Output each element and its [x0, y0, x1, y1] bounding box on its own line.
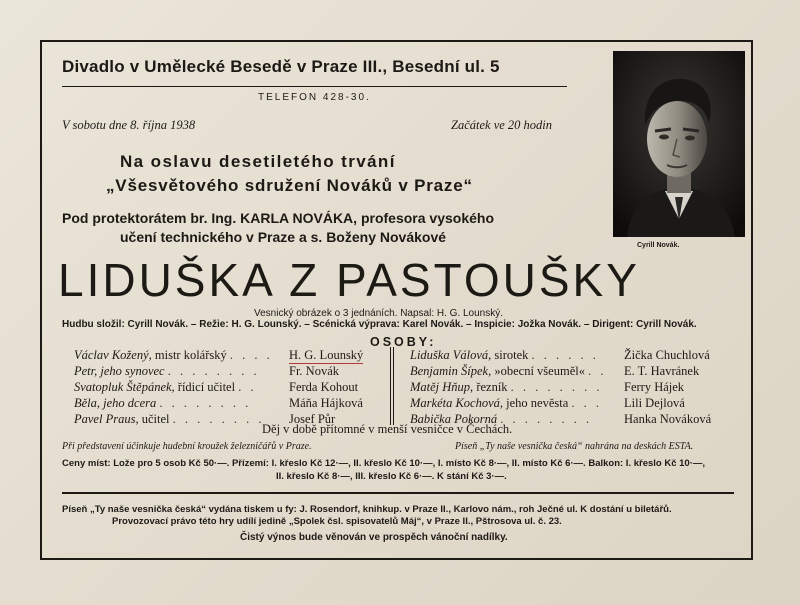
cast-role: Svatopluk Štěpánek, — [74, 380, 175, 394]
footer-performance-rights: Provozovací právo této hry udílí jedině „Spolek čsl. spisovatelů Máj“, v Praze II., Pštrosova ul. č. 23. — [112, 516, 562, 527]
ticket-prices-line-1: Ceny míst: Lože pro 5 osob Kč 50·—. Přízemí: I. křeslo Kč 12·—, II. křeslo Kč 10·—, I. místo Kč 8·—, II. místo Kč 6·—. Balkon: I. křeslo Kč 10·—, — [62, 458, 706, 469]
footer-proceeds: Čistý výnos bude věnován ve prospěch vánoční nadílky. — [240, 532, 508, 543]
cast-row — [74, 363, 384, 379]
cast-role: Matěj Hňup, — [410, 380, 474, 394]
cast-dots: . . . . . . . . — [159, 396, 252, 410]
cast-role-detail: učitel — [138, 412, 170, 426]
cast-row — [410, 347, 740, 363]
cast-role: Benjamin Šípek, — [410, 364, 492, 378]
cast-role-detail: sirotek — [491, 348, 529, 362]
cast-dots: . . . . — [229, 348, 273, 362]
recording-note: Píseň „Ty naše vesnička česká“ nahrána na deskách ESTA. — [455, 441, 694, 452]
cast-list-right — [410, 347, 740, 427]
footer-rule — [62, 492, 734, 494]
cast-dots: . . . . . . . . — [510, 380, 603, 394]
cast-role: Pavel Praus, — [74, 412, 139, 426]
cast-row — [74, 379, 384, 395]
cast-role-detail: jeho nevěsta — [503, 396, 569, 410]
cast-actor: Ferry Hájek — [624, 380, 685, 394]
footer-song-publisher: Píseň „Ty naše vesnička česká“ vydána tiskem u fy: J. Rosendorf, knihkup. v Praze II., Karlovo nám., roh Ječné ul. K dostání u biletářů. — [62, 504, 672, 515]
cast-list-left — [74, 347, 384, 427]
cast-divider — [390, 347, 394, 425]
cast-role: Petr, jeho synovec — [74, 364, 165, 378]
cast-role: Babička Pokorná — [410, 412, 498, 426]
cast-actor: Žička Chuchlová — [624, 348, 710, 362]
celebration-line-1: Na oslavu desetiletého trvání — [120, 152, 396, 171]
cast-role-detail: mistr kolářský — [151, 348, 227, 362]
cast-role-detail: řídicí učitel — [174, 380, 236, 394]
cast-dots: . . — [588, 364, 607, 378]
cast-row — [74, 347, 384, 363]
cast-role: Běla, jeho dcera — [74, 396, 157, 410]
play-setting: Děj v době přítomné v menší vesničce v Čechách. — [262, 422, 513, 436]
cast-actor: Ferda Kohout — [289, 380, 359, 394]
ticket-prices-line-2: II. křeslo Kč 8·—, III. křeslo Kč 6·—. K stání Kč 3·—. — [276, 471, 507, 482]
cast-row — [410, 379, 740, 395]
cast-actor: Hanka Nováková — [624, 412, 712, 426]
patronage-line-2: učení technického v Praze a s. Boženy Novákové — [120, 229, 447, 245]
cast-actor: H. G. Lounský — [289, 348, 364, 362]
performance-date: V sobotu dne 8. října 1938 — [62, 118, 196, 132]
cast-dots: . . . . . . . . — [172, 412, 265, 426]
cast-dots: . . . — [571, 396, 603, 410]
venue-heading: Divadlo v Umělecké Besedě v Praze III., Besední ul. 5 — [62, 57, 500, 76]
start-time: Začátek ve 20 hodin — [451, 118, 553, 132]
cast-row — [410, 395, 740, 411]
phone-number: TELEFON 428-30. — [258, 92, 371, 103]
cast-dots: . . . . . . . . — [167, 364, 260, 378]
play-subtitle: Vesnický obrázek o 3 jednáních. Napsal: H. G. Lounský. — [254, 308, 504, 319]
cast-role: Václav Kožený, — [74, 348, 152, 362]
cast-row — [74, 395, 384, 411]
cast-role-detail: »obecní všeuměl« — [491, 364, 585, 378]
cast-actor: Máňa Hájková — [289, 396, 363, 410]
header-rule — [62, 86, 567, 87]
cast-role: Markéta Kochová, — [410, 396, 504, 410]
portrait-photo — [613, 51, 745, 237]
cast-actor: Fr. Novák — [289, 364, 339, 378]
patronage-line-1: Pod protektorátem br. Ing. KARLA NOVÁKA, profesora vysokého — [62, 210, 494, 226]
cast-actor: Josef Půr — [289, 412, 336, 426]
celebration-line-2: „Všesvětového sdružení Nováků v Praze“ — [106, 176, 473, 195]
cast-actor: E. T. Havránek — [624, 364, 700, 378]
cast-actor: Lili Dejlová — [624, 396, 685, 410]
play-credits: Hudbu složil: Cyrill Novák. – Režie: H. G. Lounský. – Scénická výprava: Karel Novák. – Inspicie: Jožka Novák. – Dirigent: Cyrill Novák. — [62, 319, 697, 330]
cast-role-detail: řezník — [473, 380, 508, 394]
portrait-illustration — [613, 51, 745, 237]
cast-dots: . . . . . . — [531, 348, 599, 362]
cast-dots: . . — [238, 380, 257, 394]
play-title: LIDUŠKA Z PASTOUŠKY — [58, 254, 640, 306]
cast-heading: OSOBY: — [370, 335, 437, 349]
cast-row — [410, 363, 740, 379]
photo-caption: Cyrill Novák. — [637, 242, 680, 249]
cast-dots: . . . . . . . . — [500, 412, 593, 426]
music-note: Při představení účinkuje hudební kroužek železničářů v Praze. — [62, 441, 312, 452]
cast-role: Liduška Válová, — [410, 348, 492, 362]
